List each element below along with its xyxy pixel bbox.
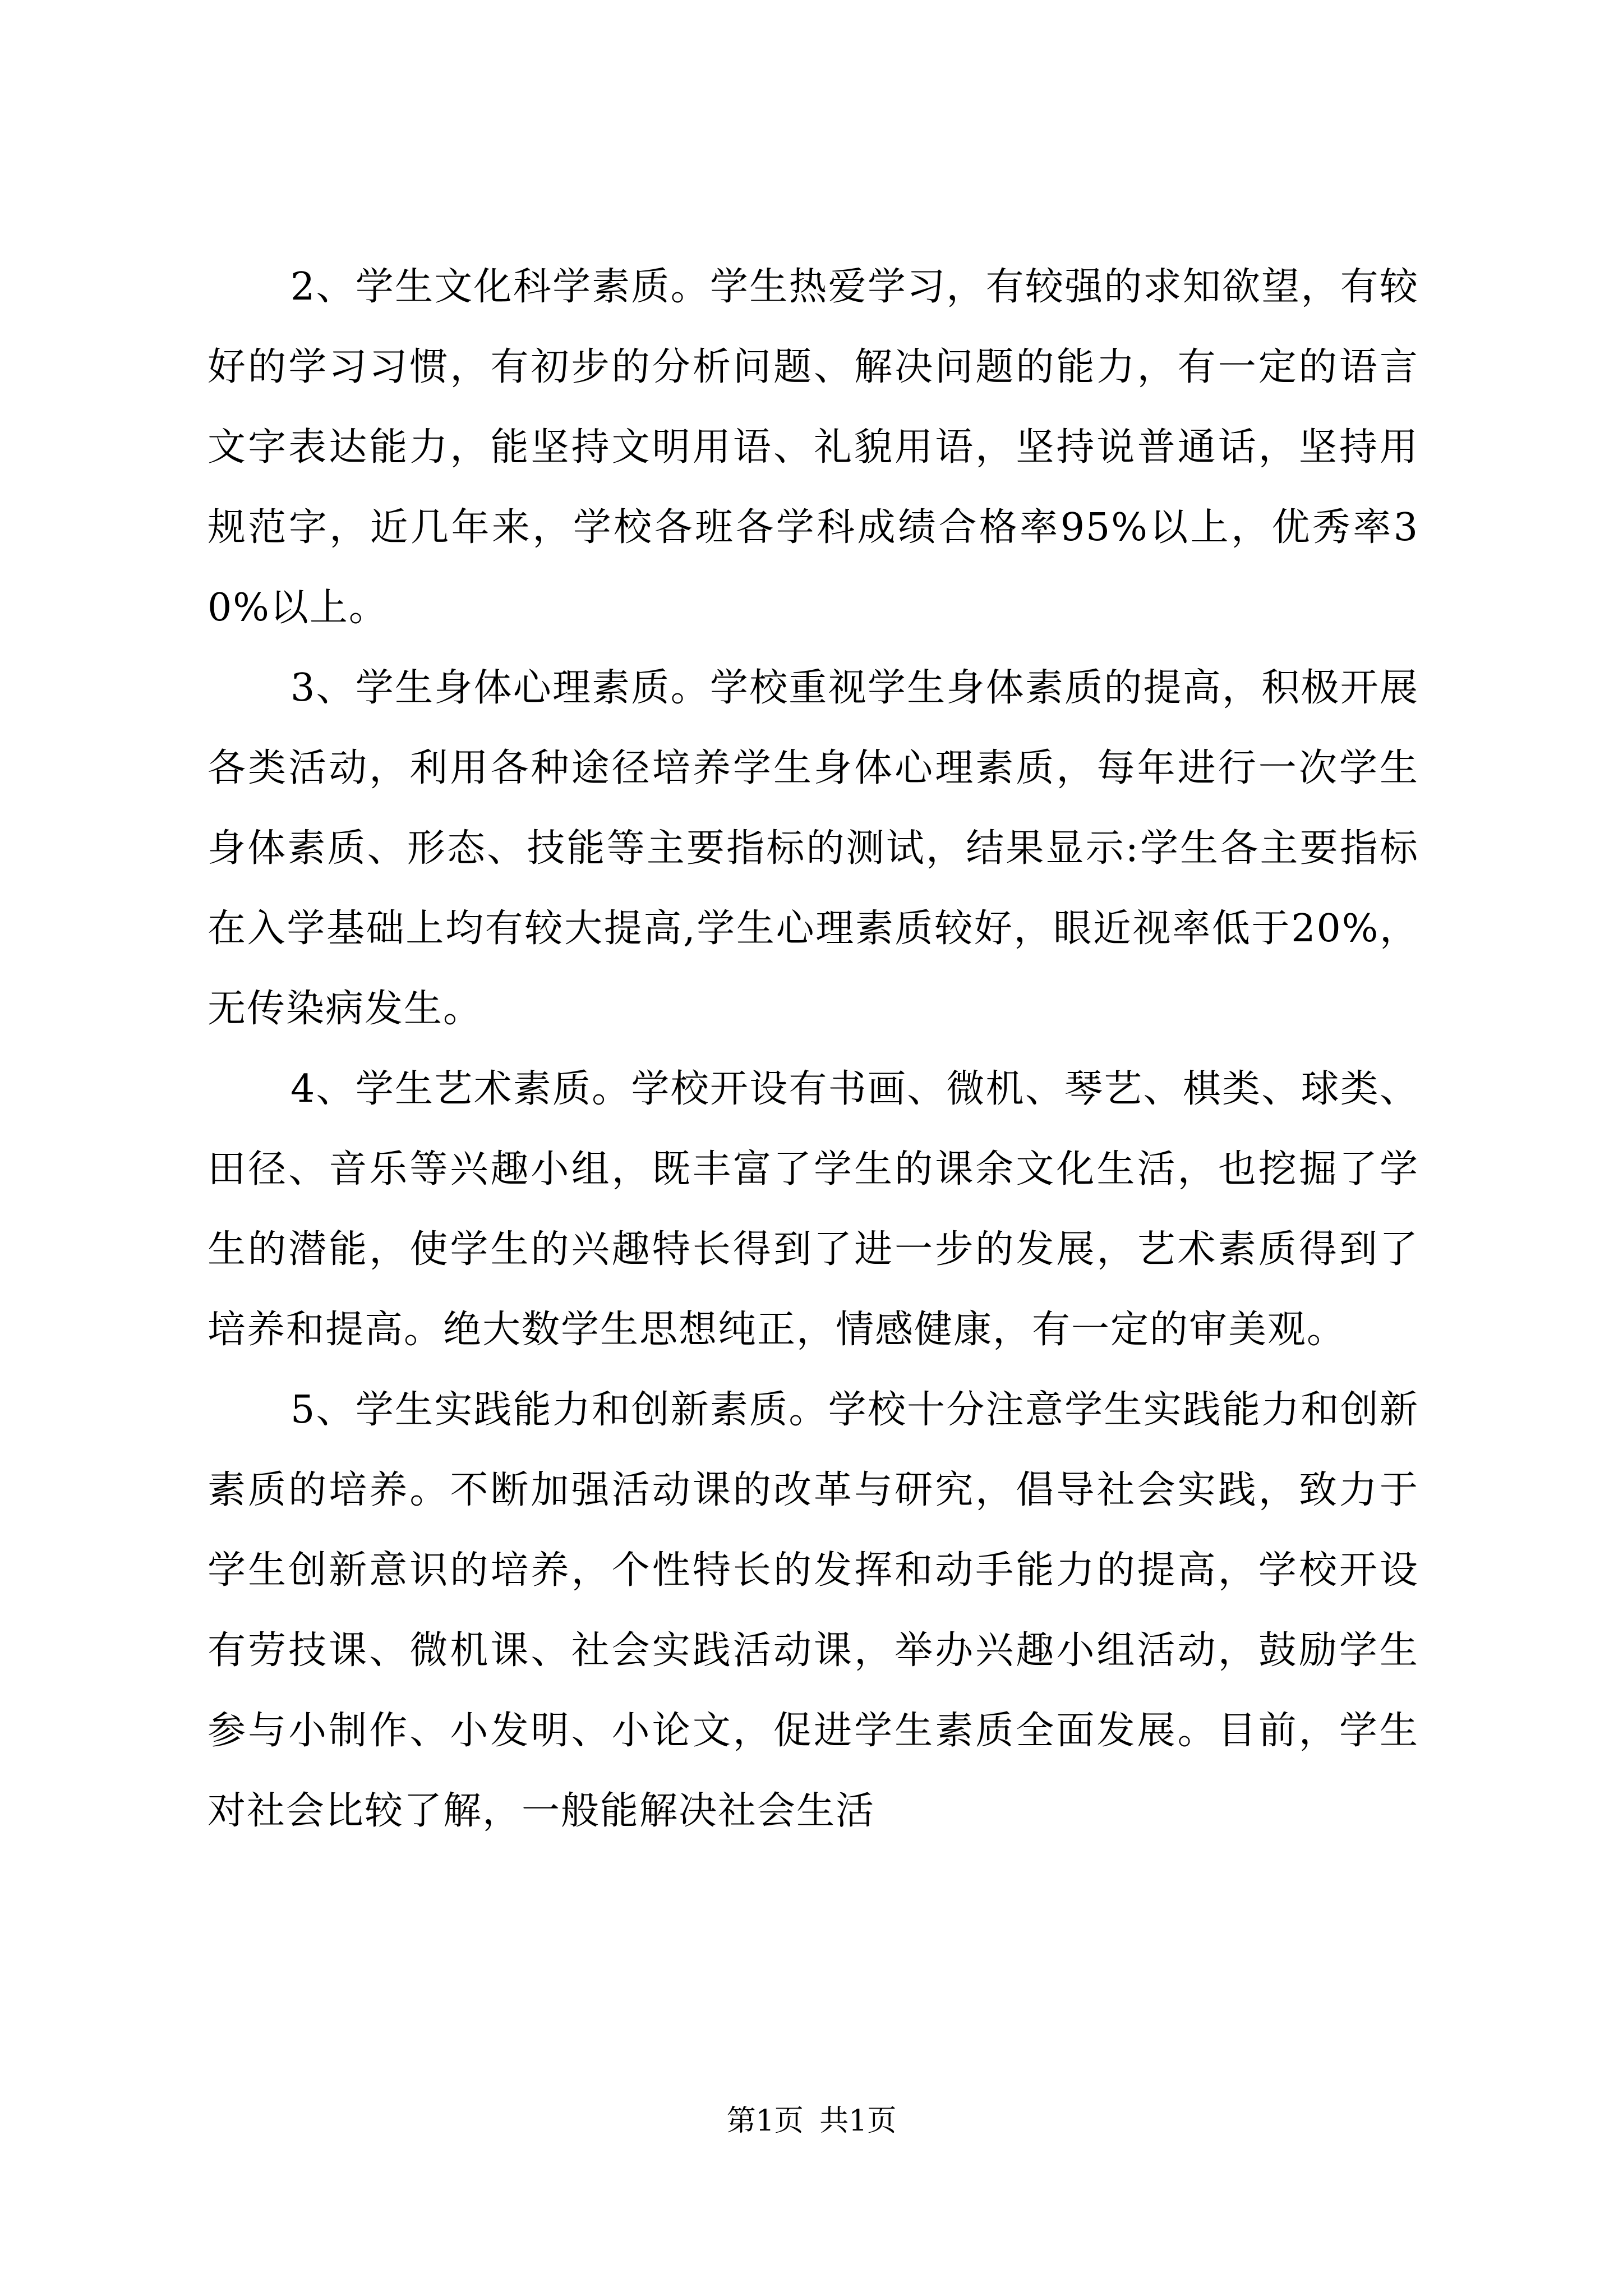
paragraph-physical-mental: 3、学生身体心理素质。学校重视学生身体素质的提高，积极开展各类活动，利用各种途径培养学生身体心理素质，每年进行一次学生身体素质、形态、技能等主要指标的测试，结果显示:学生各主要指标在入学基础上均有较大提高,学生心理素质较好，眼近视率低于20%，无传染病发生。 (208, 666, 1419, 1031)
page-footer (0, 2101, 1623, 2141)
page-total: 共1页 (819, 2104, 897, 2138)
paragraph-practice-innovation: 5、学生实践能力和创新素质。学校十分注意学生实践能力和创新素质的培养。不断加强活动课的改革与研究，倡导社会实践，致力于学生创新意识的培养，个性特长的发挥和动手能力的提高，学校开设有劳技课、微机课、社会实践活动课，举办兴趣小组活动，鼓励学生参与小制作、小发明、小论文，促进学生素质全面发展。目前，学生对社会比较了解，一般能解决社会生活 (208, 1388, 1419, 1833)
page-number: 第1页 (726, 2104, 804, 2138)
document-body (208, 247, 1419, 1851)
paragraph-arts: 4、学生艺术素质。学校开设有书画、微机、琴艺、棋类、球类、田径、音乐等兴趣小组，既丰富了学生的课余文化生活，也挖掘了学生的潜能，使学生的兴趣特长得到了进一步的发展，艺术素质得到了培养和提高。绝大数学生思想纯正，情感健康，有一定的审美观。 (208, 1067, 1419, 1352)
paragraph-culture-science: 2、学生文化科学素质。学生热爱学习，有较强的求知欲望，有较好的学习习惯，有初步的分析问题、解决问题的能力，有一定的语言文字表达能力，能坚持文明用语、礼貌用语，坚持说普通话，坚持用规范字，近几年来，学校各班各学科成绩合格率95%以上，优秀率30%以上。 (208, 265, 1419, 630)
